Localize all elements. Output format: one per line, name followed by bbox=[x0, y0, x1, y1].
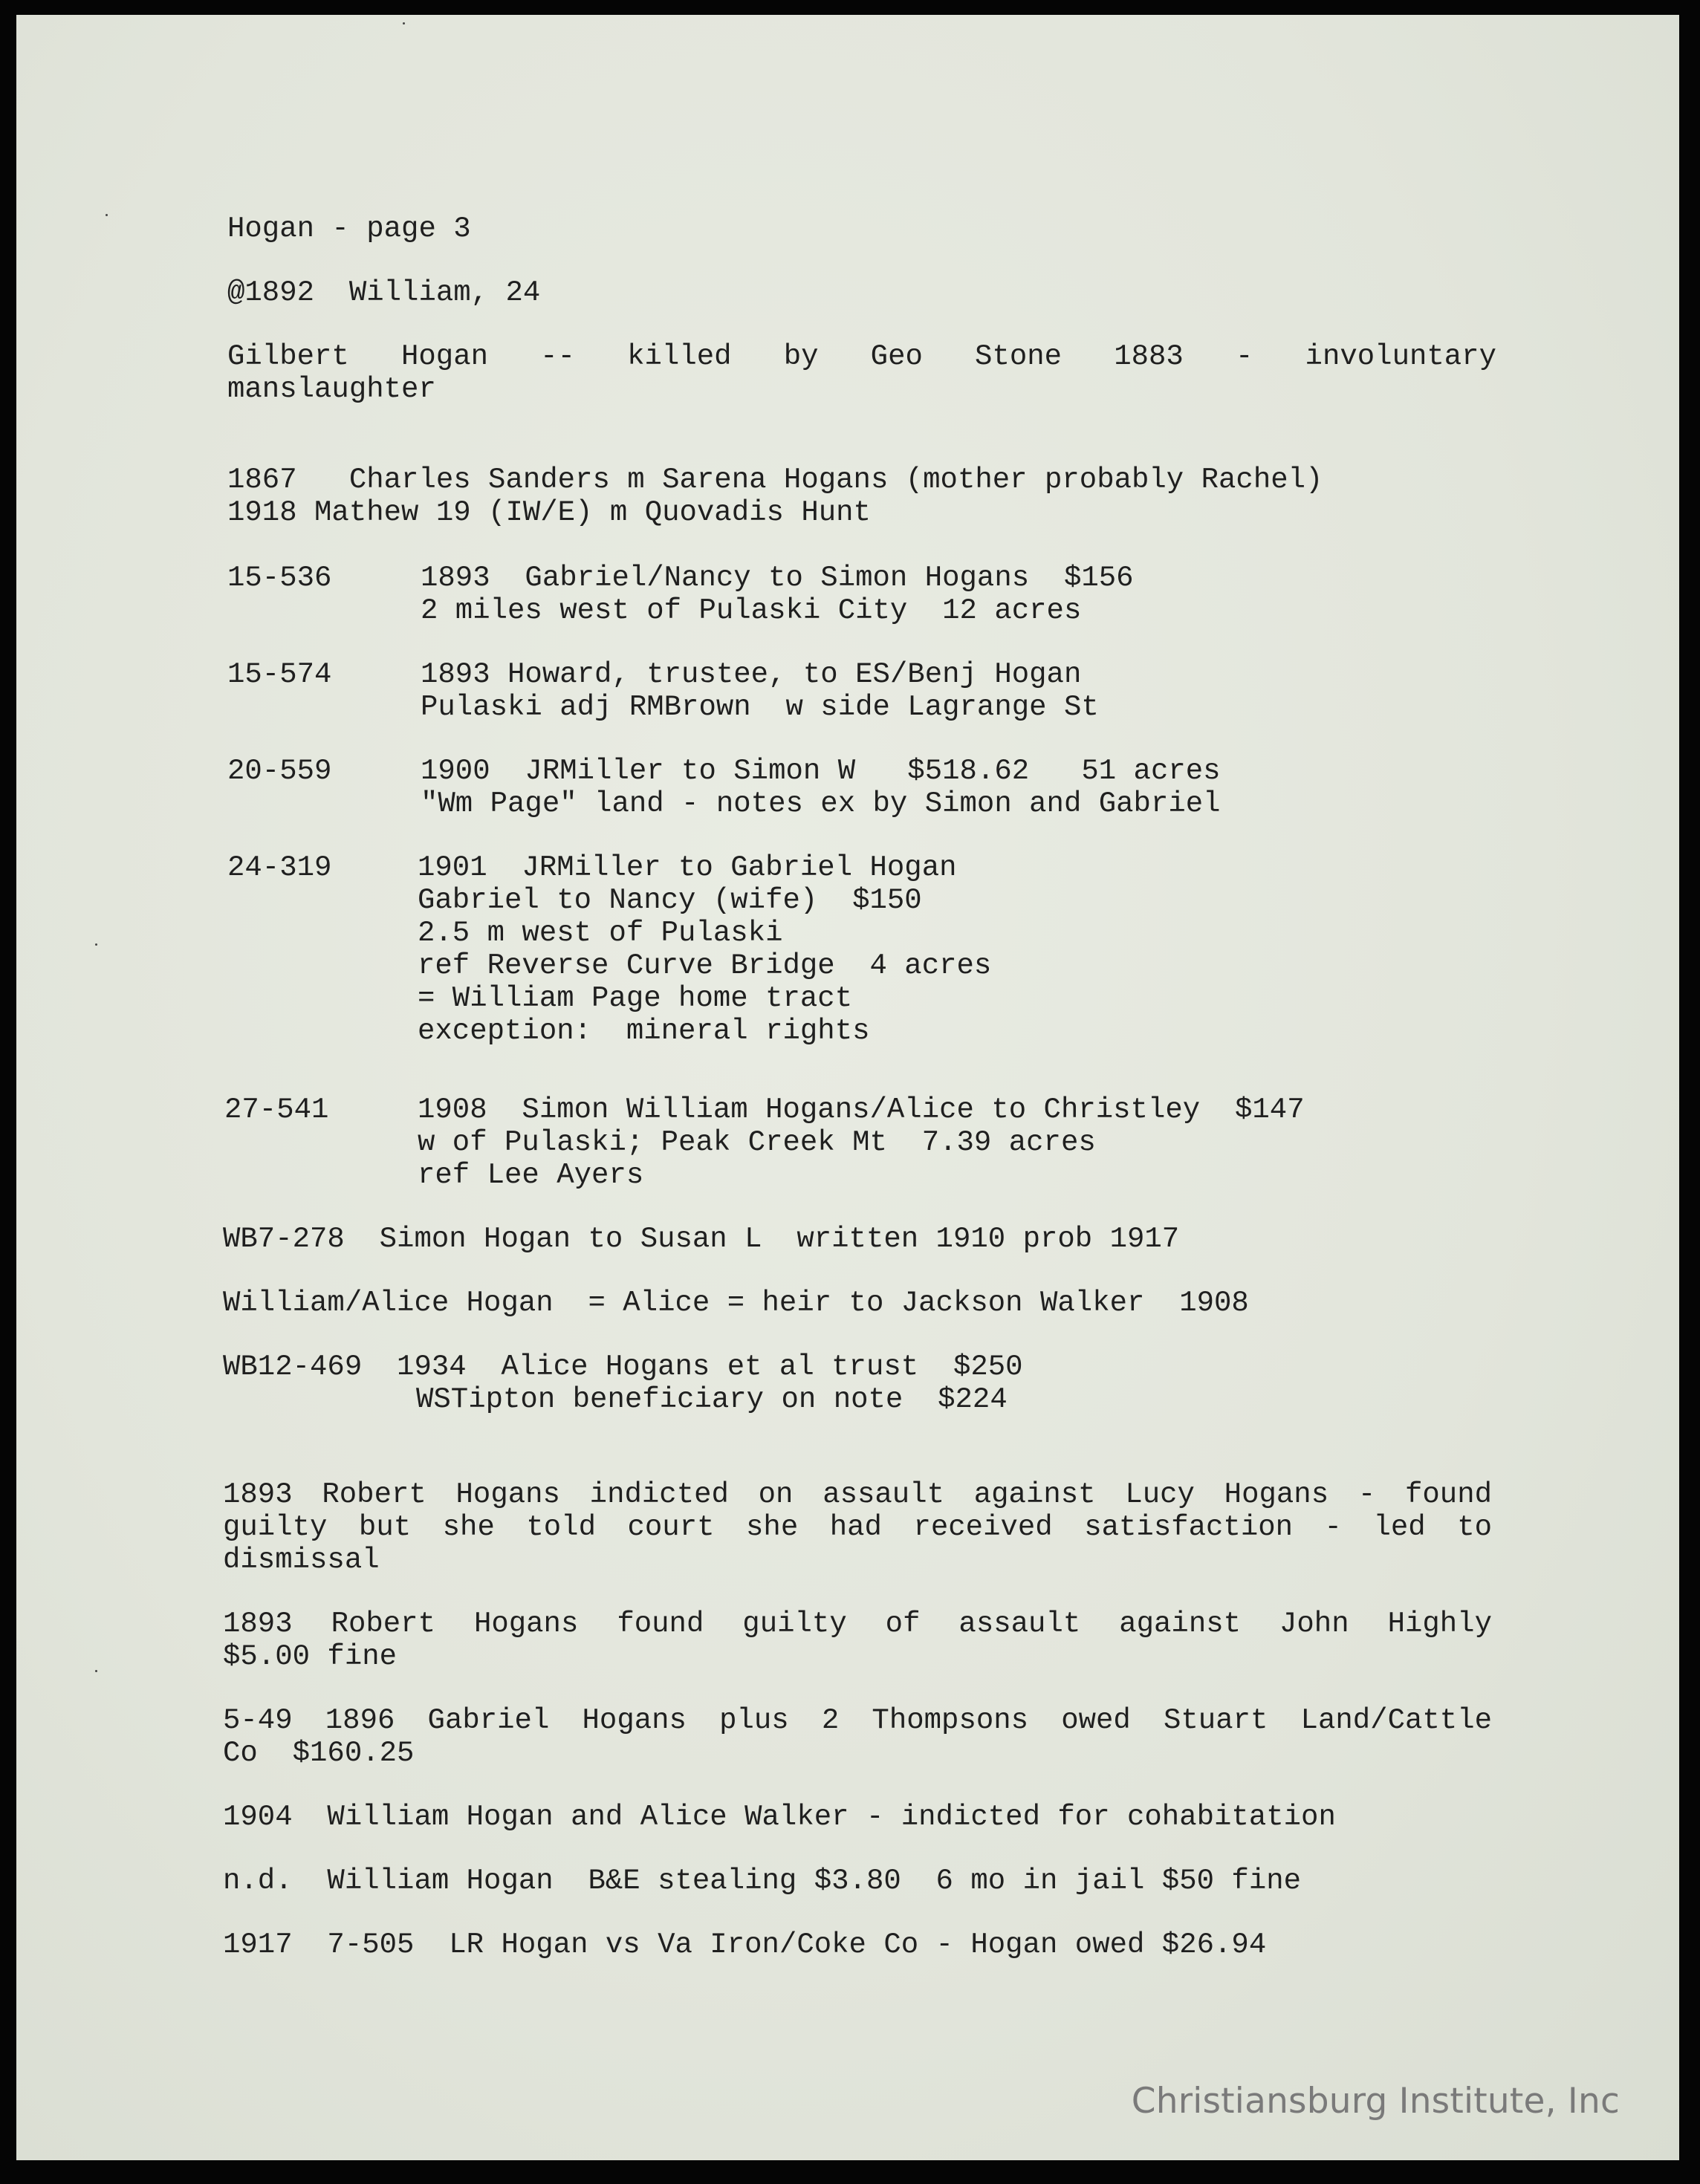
deed-line: 1893 Gabriel/Nancy to Simon Hogans $156 bbox=[421, 562, 1134, 594]
deed-line: 1908 Simon William Hogans/Alice to Christley $147 bbox=[418, 1093, 1305, 1126]
william-alice-entry: William/Alice Hogan = Alice = heir to Jackson Walker 1908 bbox=[223, 1287, 1249, 1319]
deed-ref: 27-541 bbox=[224, 1093, 329, 1126]
wb12-line-1: WB12-469 1934 Alice Hogans et al trust $250 bbox=[223, 1351, 1023, 1383]
gilbert-line-2: manslaughter bbox=[227, 373, 436, 406]
deed-ref: 20-559 bbox=[227, 755, 332, 787]
deed-line: ref Reverse Curve Bridge 4 acres bbox=[418, 949, 992, 982]
robert-assault-line-1: 1893 Robert Hogans indicted on assault against Lucy Hogans - found bbox=[223, 1478, 1492, 1511]
deed-line: 1901 JRMiller to Gabriel Hogan bbox=[418, 851, 957, 884]
wb12-line-2: WSTipton beneficiary on note $224 bbox=[416, 1383, 1008, 1416]
deed-line: Gabriel to Nancy (wife) $150 bbox=[418, 884, 922, 917]
deed-line: Pulaski adj RMBrown w side Lagrange St bbox=[421, 691, 1099, 724]
document-page bbox=[16, 15, 1679, 2160]
robert-assault-line-2: guilty but she told court she had received satisfaction - led to bbox=[223, 1511, 1492, 1544]
deed-line: 1893 Howard, trustee, to ES/Benj Hogan bbox=[421, 658, 1082, 691]
marriage-line-2: 1918 Mathew 19 (IW/E) m Quovadis Hunt bbox=[227, 496, 871, 529]
deed-line: w of Pulaski; Peak Creek Mt 7.39 acres bbox=[418, 1126, 1096, 1159]
lr-hogan-entry: 1917 7-505 LR Hogan vs Va Iron/Coke Co - Hogan owed $26.94 bbox=[223, 1928, 1267, 1961]
deed-line: exception: mineral rights bbox=[418, 1015, 870, 1047]
deed-line: ref Lee Ayers bbox=[418, 1159, 644, 1192]
gabriel-debt-line-1: 5-49 1896 Gabriel Hogans plus 2 Thompsons owed Stuart Land/Cattle bbox=[223, 1704, 1492, 1737]
deed-line: 2 miles west of Pulaski City 12 acres bbox=[421, 594, 1082, 627]
watermark-text: Christiansburg Institute, Inc bbox=[1131, 2081, 1620, 2122]
page-header: Hogan - page 3 bbox=[227, 212, 471, 245]
deed-ref: 15-574 bbox=[227, 658, 332, 691]
robert-guilty-line-1: 1893 Robert Hogans found guilty of assault against John Highly bbox=[223, 1608, 1492, 1640]
deed-ref: 15-536 bbox=[227, 562, 332, 594]
gilbert-line-1: Gilbert Hogan -- killed by Geo Stone 1883 - involuntary bbox=[227, 340, 1496, 373]
deed-line: 1900 JRMiller to Simon W $518.62 51 acres bbox=[421, 755, 1221, 787]
robert-guilty-line-2: $5.00 fine bbox=[223, 1640, 398, 1673]
deed-ref: 24-319 bbox=[227, 851, 332, 884]
document-text bbox=[16, 15, 1679, 2160]
robert-assault-line-3: dismissal bbox=[223, 1544, 380, 1576]
stealing-entry: n.d. William Hogan B&E stealing $3.80 6 mo in jail $50 fine bbox=[223, 1865, 1302, 1897]
cohabitation-entry: 1904 William Hogan and Alice Walker - indicted for cohabitation bbox=[223, 1801, 1336, 1833]
marriage-line-1: 1867 Charles Sanders m Sarena Hogans (mother probably Rachel) bbox=[227, 464, 1323, 496]
wb7-entry: WB7-278 Simon Hogan to Susan L written 1910 prob 1917 bbox=[223, 1223, 1180, 1255]
deed-line: "Wm Page" land - notes ex by Simon and Gabriel bbox=[421, 787, 1221, 820]
deed-line: 2.5 m west of Pulaski bbox=[418, 917, 783, 949]
gabriel-debt-line-2: Co $160.25 bbox=[223, 1737, 415, 1769]
entry-1892: @1892 William, 24 bbox=[227, 276, 541, 309]
deed-line: = William Page home tract bbox=[418, 982, 853, 1015]
